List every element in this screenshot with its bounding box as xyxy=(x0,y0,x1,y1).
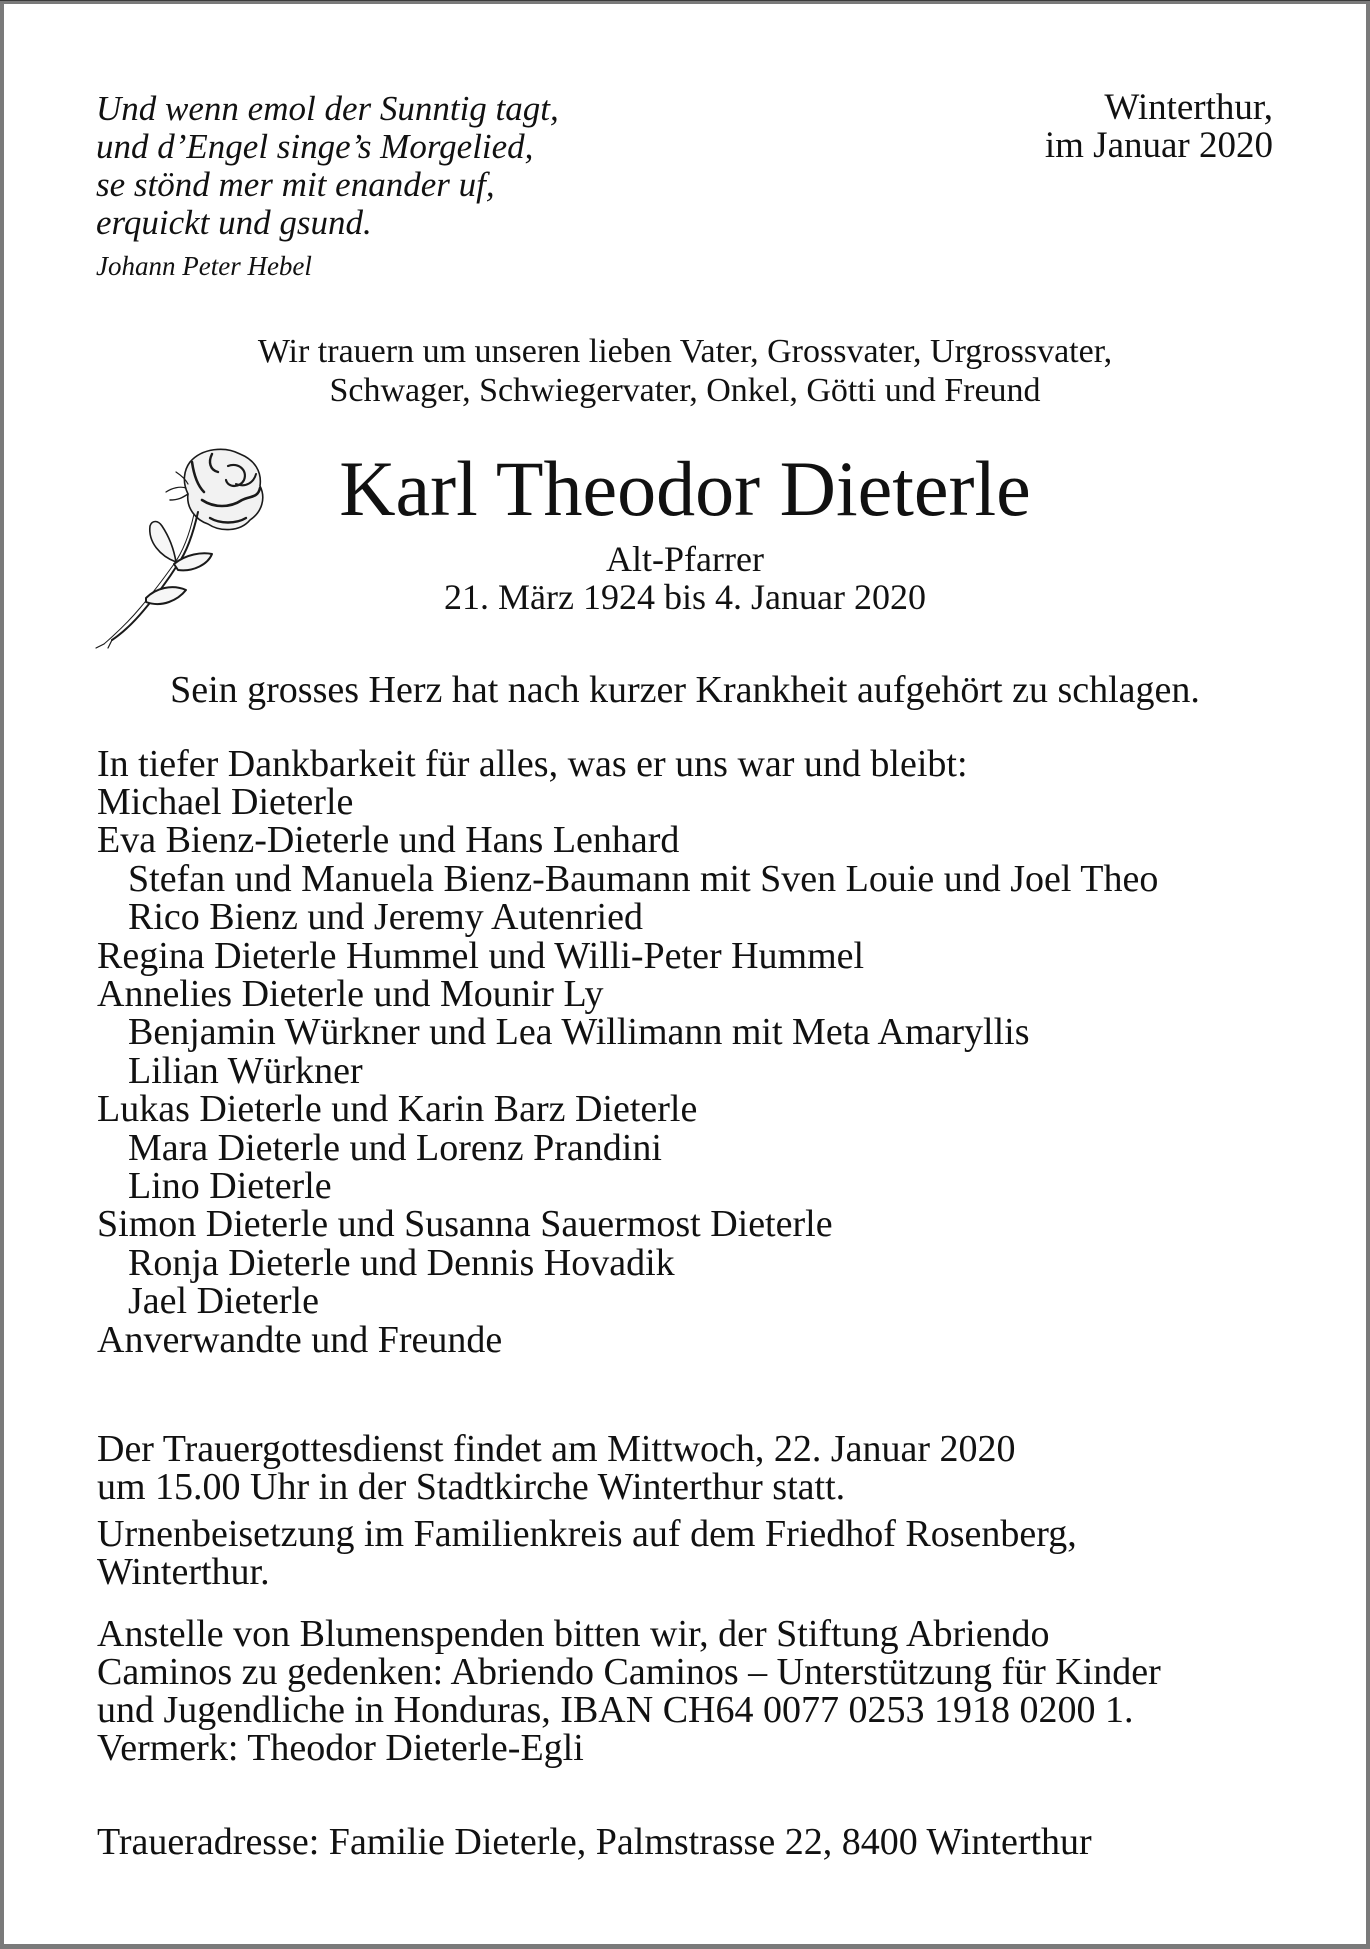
mourners-heading: In tiefer Dankbarkeit für alles, was er uns war und bleibt: xyxy=(97,743,968,785)
intro-line: Wir trauern um unseren lieben Vater, Grossvater, Urgrossvater, xyxy=(257,333,1113,370)
donation-line: und Jugendliche in Honduras, IBAN CH64 0077 0253 1918 0200 1. xyxy=(97,1689,1134,1731)
mourner-item: Lukas Dieterle und Karin Barz Dieterle xyxy=(97,1088,698,1131)
quote-author: Johann Peter Hebel xyxy=(96,251,312,281)
donation-line: Vermerk: Theodor Dieterle-Egli xyxy=(97,1727,584,1769)
mourning-address: Traueradresse: Familie Dieterle, Palmstrasse 22, 8400 Winterthur xyxy=(97,1821,1092,1863)
quote-line: Und wenn emol der Sunntig tagt, xyxy=(96,89,559,128)
burial-line: Winterthur. xyxy=(97,1551,270,1593)
service-line: um 15.00 Uhr in der Stadtkirche Winterthur statt. xyxy=(97,1466,846,1508)
burial-line: Urnenbeisetzung im Familienkreis auf dem Friedhof Rosenberg, xyxy=(97,1513,1077,1555)
deceased-dates: 21. März 1924 bis 4. Januar 2020 xyxy=(444,577,926,617)
mourner-item: Michael Dieterle xyxy=(97,781,354,823)
donation-line: Anstelle von Blumenspenden bitten wir, der Stiftung Abriendo xyxy=(97,1613,1050,1655)
mourner-item: Lino Dieterle xyxy=(128,1165,332,1207)
mourner-item: Stefan und Manuela Bienz-Baumann mit Sven Louie und Joel Theo xyxy=(128,857,1159,900)
mourner-item: Anverwandte und Freunde xyxy=(97,1318,503,1361)
farewell-message: Sein grosses Herz hat nach kurzer Krankheit aufgehört zu schlagen. xyxy=(170,669,1200,711)
intro-line: Schwager, Schwiegervater, Onkel, Götti und Freund xyxy=(329,372,1041,409)
mourner-item: Lilian Würkner xyxy=(128,1049,363,1092)
quote-line: erquickt und gsund. xyxy=(96,203,372,242)
quote-line: und d’Engel singe’s Morgelied, xyxy=(96,127,534,166)
mourner-item: Simon Dieterle und Susanna Sauermost Dieterle xyxy=(97,1203,833,1246)
deceased-name: Karl Theodor Dieterle xyxy=(339,445,1031,532)
mourner-item: Eva Bienz-Dieterle und Hans Lenhard xyxy=(97,819,680,862)
mourner-item: Benjamin Würkner und Lea Willimann mit Meta Amaryllis xyxy=(128,1011,1030,1054)
mourner-item: Regina Dieterle Hummel und Willi-Peter Hummel xyxy=(97,934,865,977)
deceased-title: Alt-Pfarrer xyxy=(606,539,764,579)
place: Winterthur, xyxy=(1104,87,1273,128)
mourner-item: Ronja Dieterle und Dennis Hovadik xyxy=(128,1241,675,1284)
date: im Januar 2020 xyxy=(1044,125,1273,166)
donation-line: Caminos zu gedenken: Abriendo Caminos – Unterstützung für Kinder xyxy=(97,1651,1161,1693)
quote-line: se stönd mer mit enander uf, xyxy=(96,165,495,204)
mourner-item: Annelies Dieterle und Mounir Ly xyxy=(97,973,604,1015)
mourner-item: Mara Dieterle und Lorenz Prandini xyxy=(128,1126,662,1169)
mourner-item: Rico Bienz und Jeremy Autenried xyxy=(128,896,643,939)
mourner-item: Jael Dieterle xyxy=(128,1280,319,1323)
service-line: Der Trauergottesdienst findet am Mittwoch, 22. Januar 2020 xyxy=(97,1428,1016,1470)
